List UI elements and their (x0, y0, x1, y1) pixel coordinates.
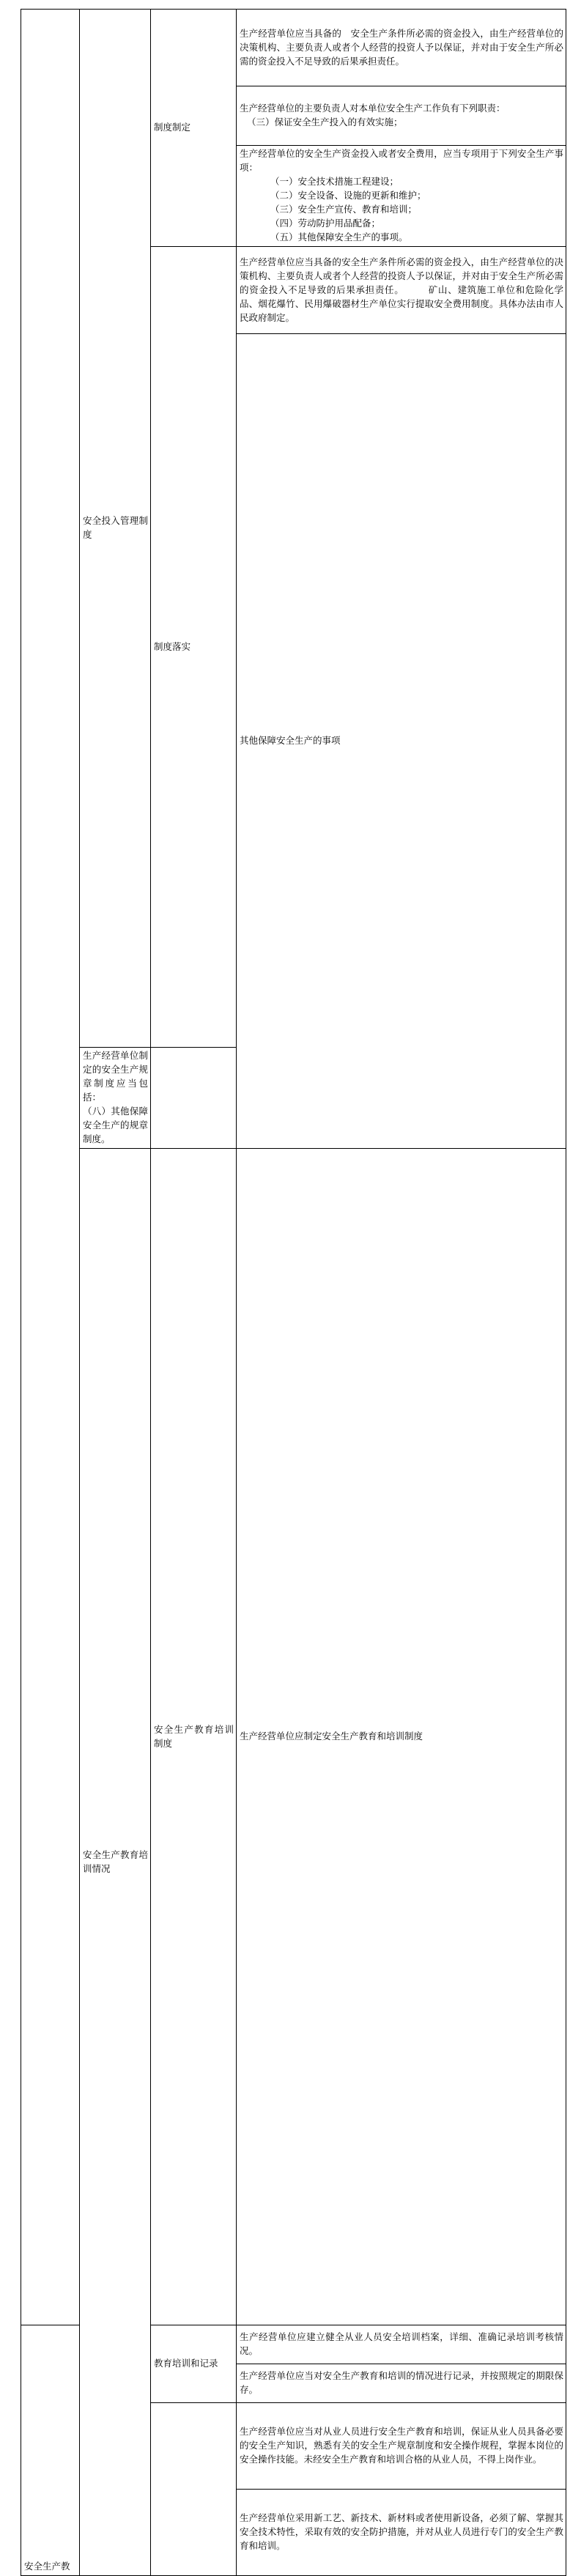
content-paragraph: 生产经营单位采用新工艺、新技术、新材料或者使用新设备，必须了解、掌握其安全技术特性，采取有效的安全防护措施，并对从业人员进行专门的安全生产教育和培训。 (240, 2513, 563, 2551)
cell-item-blank (151, 2403, 237, 2576)
item-label-system-making: 制度制定 (154, 122, 191, 133)
content-paragraph: 生产经营单位制定的安全生产规章制度应当包括： (83, 1051, 148, 1103)
content-paragraph: 生产经营单位的主要负责人对本单位安全生产工作负有下列职责： (240, 103, 506, 114)
content-list-item: （四）劳动防护用品配备； (270, 218, 381, 229)
cell-system-name-safety-input (80, 10, 151, 1048)
content-paragraph: 生产经营单位应建立健全从业人员安全培训档案，详细、准确记录培训考核情况。 (240, 2332, 563, 2356)
item-label-system-implementation: 制度落实 (154, 641, 191, 652)
content-list-item: （一）安全技术措施工程建设； (270, 177, 399, 187)
cell-content-3 (237, 146, 566, 247)
content-list-item: （五）其他保障安全生产的事项。 (270, 232, 408, 243)
content-paragraph: 生产经营单位应当具备的 安全生产条件所必需的资金投入，由生产经营单位的决策机构、主要负责人或者个人经营的投资人予以保证，并对由于安全生产所必需的资金投入不足导致的后果承担责任。 (240, 28, 563, 67)
regulation-table (21, 9, 566, 2576)
cell-item-edu-training-desc (237, 1149, 566, 2325)
system-name-label: 其他保障安全生产的事项 (240, 736, 341, 746)
item-label-edu-and-record: 教育培训和记录 (154, 2358, 218, 2369)
system-name-label: 安全投入管理制度 (83, 516, 148, 540)
cell-system-name-edu-training (151, 1149, 237, 2325)
cell-item-system-making (151, 10, 237, 247)
cell-content-1 (237, 10, 566, 86)
table-row (21, 10, 566, 86)
table-row (21, 1149, 566, 1862)
content-paragraph: 生产经营单位应当具备的安全生产条件所必需的资金投入，由生产经营单位的决策机构、主要负责人或者个人经营的投资人予以保证，并对由于安全生产所必需的资金投入不足导致的后果承担责任。 矿山、建筑施工单位和危险化学品、烟花爆竹、民用爆破器材生产单位实行提取安全费用制度。具体办法由市人民政府制定。 (240, 256, 563, 323)
cell-item-system-implementation (151, 247, 237, 1048)
cell-category-safety-input (21, 10, 80, 2325)
content-clause: （三）保证安全生产投入的有效实施； (247, 117, 403, 127)
cell-content-10 (237, 2364, 566, 2403)
cell-content-4 (237, 247, 566, 334)
system-name-label-partial: 安全生产教 (24, 2561, 70, 2572)
content-paragraph: 生产经营单位应当对从业人员进行安全生产教育和培训，保证从业人员具备必要的安全生产知识，熟悉有关的安全生产规章制度和安全操作规程，掌握本岗位的安全操作技能。未经安全生产教育和培训合格的从业人员，不得上岗作业。 (240, 2427, 563, 2465)
cell-content-11 (237, 2403, 566, 2490)
cell-item-edu-and-record (151, 2325, 237, 2403)
cell-content-2 (237, 86, 566, 146)
category-label-edu-training: 安全生产教育培训情况 (83, 1849, 148, 1874)
cell-system-name-other-guarantee (237, 334, 566, 1149)
content-clause: （八）其他保障安全生产的规章制度。 (83, 1106, 148, 1144)
content-paragraph: 生产经营单位应当对安全生产教育和培训的情况进行记录，并按照规定的期限保存。 (240, 2371, 563, 2395)
cell-system-name-edu-partial (21, 2325, 80, 2576)
cell-content-12 (237, 2490, 566, 2576)
cell-category-edu-training (80, 1149, 151, 2576)
cell-content-9 (237, 2325, 566, 2364)
content-list-item: （三）安全生产宣传、教育和培训； (270, 204, 418, 215)
cell-content-6 (80, 1048, 151, 1149)
content-list-item: （二）安全设备、设施的更新和维护； (270, 190, 426, 201)
content-paragraph: 生产经营单位的安全生产资金投入或者安全费用，应当专项用于下列安全生产事项： (240, 149, 563, 173)
system-name-label: 安全生产教育培训制度 (154, 1724, 234, 1749)
item-label: 生产经营单位应制定安全生产教育和培训制度 (240, 1731, 423, 1742)
